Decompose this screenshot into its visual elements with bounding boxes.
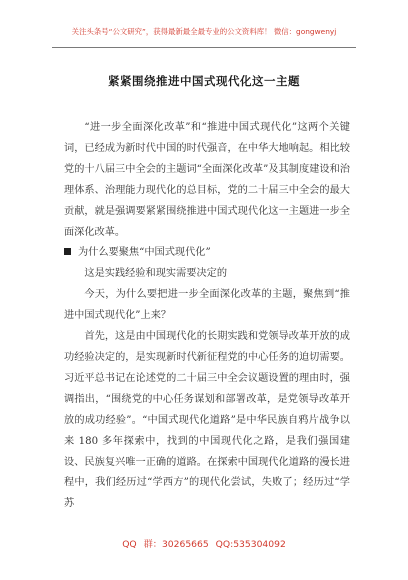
section-heading-text: 为什么要聚焦“中国式现代化” <box>78 247 211 259</box>
paragraph: 今天，为什么要把进一步全面深化改革的主题，聚焦到“推进中国式现代化”上来？ <box>64 289 350 322</box>
footer-qq: QQ:535304092 <box>215 539 286 550</box>
document-title: 紧紧围绕推进中国式现代化这一主题 <box>108 74 300 88</box>
footer-contact <box>0 536 408 550</box>
header-banner: 关注头条号“公文研究”，获得最新最全最专业的公文资料库！ 微信：gongwenyj <box>71 27 337 36</box>
square-bullet-icon <box>64 248 71 255</box>
paragraph: 首先，这是由中国现代化的长期实践和党领导改革开放的成功经验决定的，是实现新时代新征程党的中心任务的迫切需要。习近平总书记在论述党的二十届三中全会议题设置的理由时，强调指出，“围绕党的中心任务谋划和部署改革，是党领导改革开放的成功经验”。“中国式现代化道路”是中华民族自鸦片战争以来 180 多年探索中，找到的中国现代化之路，是我们强国建设、民族复兴唯一正确的道路。在探索中国现代化道路的漫长进程中，我们经历过“学西方”的现代化尝试，失败了；经历过“学苏 <box>64 331 350 510</box>
paragraph: “进一步全面深化改革”和“推进中国式现代化”这两个关键词，已经成为新时代中国的时代强音，在中华大地响起。相比较党的十八届三中全会的主题词“全面深化改革”及其制度建设和治理体系、治理能力现代化的总目标，党的二十届三中全会的最大贡献，就是强调要紧紧围绕推进中国式现代化这一主题进一步全面深化改革。 <box>64 122 350 238</box>
document-body <box>64 118 350 515</box>
header-divider <box>52 47 356 48</box>
footer-qq-group: QQ 群：30265665 <box>122 539 209 550</box>
section-heading <box>64 243 350 264</box>
section-subheading: 这是实践经验和现实需要决定的 <box>84 268 228 280</box>
